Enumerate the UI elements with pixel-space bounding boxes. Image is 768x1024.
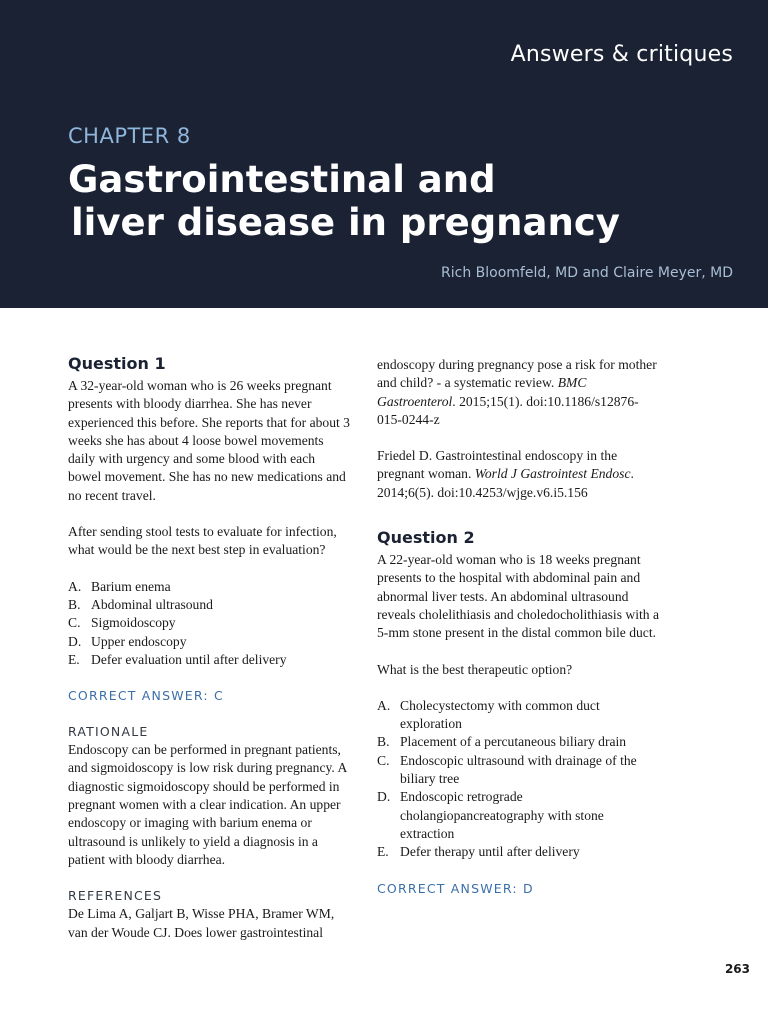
- question1-correct-answer: CORRECT ANSWER: C: [68, 688, 224, 704]
- question1-heading: Question 1: [68, 354, 166, 373]
- section-label: Answers & critiques: [510, 42, 733, 67]
- reference1-start: De Lima A, Galjart B, Wisse PHA, Bramer WM, van der Woude CJ. Does lower gastrointestinal: [68, 906, 335, 940]
- chapter-label: CHAPTER 8: [68, 124, 191, 148]
- right-column: [377, 356, 659, 898]
- option-c: C. Sigmoidoscopy: [68, 615, 176, 631]
- rationale-text: Endoscopy can be performed in pregnant patients, and sigmoidoscopy is low risk during pregnancy. A diagnostic sigmoidoscopy should be performed in pregnant women with a clear indication. An upper endoscopy or imaging with barium enema or ultrasound is unlikely to yield a diagnosis in a patient with bloody diarrhea.: [68, 742, 347, 867]
- option-e: E. Defer therapy until after delivery: [377, 844, 580, 860]
- option-e: E. Defer evaluation until after delivery: [68, 651, 287, 667]
- option-b: B. Abdominal ultrasound: [68, 596, 213, 612]
- option-d: D. Endoscopic retrograde cholangiopancreatography with stone extraction: [377, 789, 604, 841]
- question1-prompt: After sending stool tests to evaluate for infection, what would be the next best step in evaluation?: [68, 524, 337, 558]
- authors: Rich Bloomfeld, MD and Claire Meyer, MD: [441, 265, 733, 281]
- left-column: [68, 354, 350, 942]
- references-label: REFERENCES: [68, 888, 163, 904]
- reference1-continued: endoscopy during pregnancy pose a risk for mother and child? - a systematic review. BMC Gastroenterol. 2015;15(1). doi:10.1186/s12876-015-0244-z: [377, 357, 657, 427]
- rationale-label: RATIONALE: [68, 724, 149, 740]
- option-a: A. Barium enema: [68, 578, 171, 594]
- page-number: 263: [724, 962, 750, 976]
- option-d: D. Upper endoscopy: [68, 633, 187, 649]
- question2-stem: A 22-year-old woman who is 18 weeks pregnant presents to the hospital with abdominal pain and abnormal liver tests. An abdominal ultrasound reveals cholelithiasis and choledocholithiasis with a 5-mm stone present in the distal common bile duct.: [377, 552, 659, 641]
- reference2: Friedel D. Gastrointestinal endoscopy in the pregnant woman. World J Gastrointest Endosc. 2014;6(5). doi:10.4253/wjge.v6.i5.156: [377, 448, 634, 500]
- question2-heading: Question 2: [377, 528, 475, 548]
- question1-stem: A 32-year-old woman who is 26 weeks pregnant presents with bloody diarrhea. She has never experienced this before. She reports that for about 3 weeks she has about 4 loose bowel movements daily with urgency and some blood with each bowel movement. She has no new medications and no recent travel.: [68, 378, 350, 503]
- chapter-title-line1: Gastrointestinal and: [68, 158, 496, 201]
- chapter-header: [0, 0, 768, 308]
- question2-options: [377, 697, 659, 862]
- question2-prompt: What is the best therapeutic option?: [377, 661, 573, 677]
- question1-options: [68, 578, 350, 669]
- option-b: B. Placement of a percutaneous biliary drain: [377, 734, 627, 750]
- reference1-journal: BMC Gastroenterol: [377, 375, 587, 409]
- chapter-title-line2: liver disease in pregnancy: [71, 201, 620, 244]
- reference2-journal: World J Gastrointest Endosc: [474, 466, 631, 482]
- question2-correct-answer: CORRECT ANSWER: D: [377, 880, 534, 896]
- option-a: A. Cholecystectomy with common duct exploration: [377, 697, 600, 732]
- option-c: C. Endoscopic ultrasound with drainage of the biliary tree: [377, 752, 637, 787]
- chapter-title: [68, 158, 708, 244]
